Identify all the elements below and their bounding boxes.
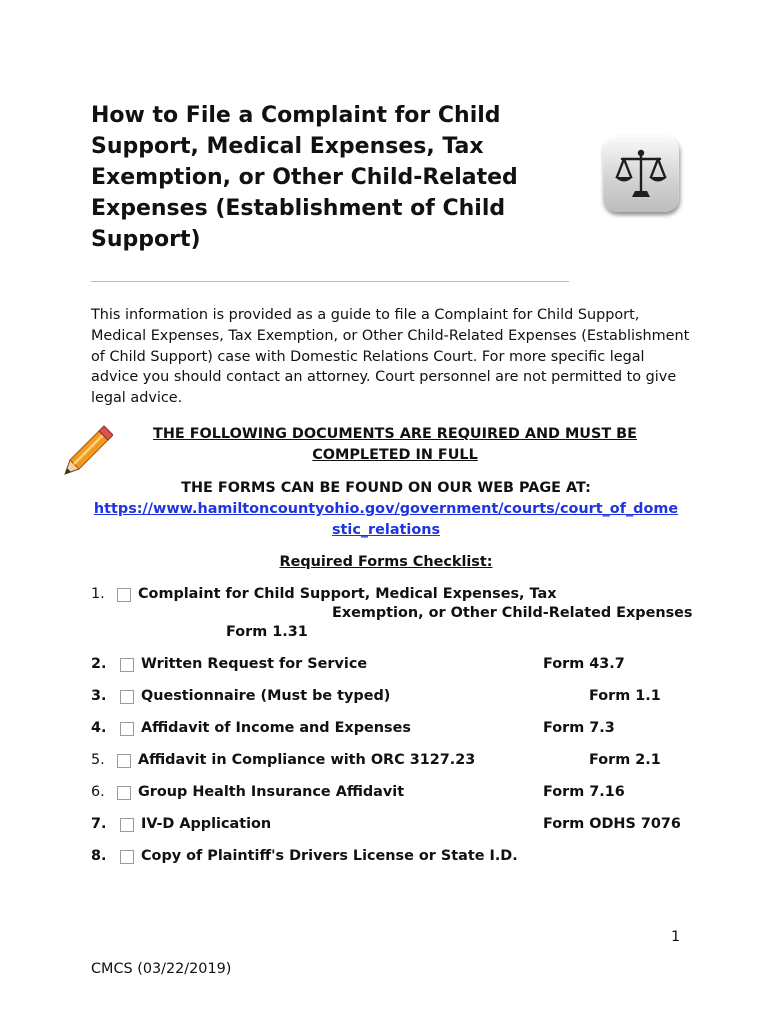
checklist-item-5 bbox=[0, 752, 770, 774]
checklist-label: Affidavit in Compliance with ORC 3127.23 bbox=[138, 752, 476, 768]
checklist-label: Group Health Insurance Affidavit bbox=[138, 784, 405, 800]
checklist-number: 3. bbox=[91, 688, 107, 704]
checklist-form-number: Form 7.3 bbox=[543, 720, 615, 736]
checklist-number: 1. bbox=[91, 586, 105, 602]
checklist-label: Affidavit of Income and Expenses bbox=[141, 720, 411, 736]
checklist-label: IV-D Application bbox=[141, 816, 272, 832]
checklist-number: 5. bbox=[91, 752, 105, 768]
checklist-label: Complaint for Child Support, Medical Expenses, Tax bbox=[138, 586, 557, 602]
forms-web-link[interactable]: https://www.hamiltoncountyohio.gov/government/courts/court_of_domestic_relations bbox=[93, 501, 679, 538]
checklist-form-number: Form 43.7 bbox=[543, 656, 625, 672]
checklist-checkbox[interactable] bbox=[117, 588, 131, 602]
intro-paragraph: This information is provided as a guide to file a Complaint for Child Support, Medical Expenses, Tax Exemption, or Other Child-Related Expenses (Establishment of Child Support) case with Domestic Relations Court. For more specific legal advice you should contact an attorney. Court personnel are not permitted to give legal advice. bbox=[91, 307, 690, 407]
checklist-item-7 bbox=[0, 816, 770, 838]
checklist-number: 6. bbox=[91, 784, 105, 800]
checklist-form-number: Form 7.16 bbox=[543, 784, 625, 800]
checklist-form-number: Form 1.1 bbox=[589, 688, 661, 704]
checklist-item-3 bbox=[0, 688, 770, 710]
checklist-number: 2. bbox=[91, 656, 107, 672]
checklist-item-4 bbox=[0, 720, 770, 742]
checklist-item-6 bbox=[0, 784, 770, 806]
checklist-form-number: Form 2.1 bbox=[589, 752, 661, 768]
checklist-number: 4. bbox=[91, 720, 107, 736]
footer-form-code: CMCS (03/22/2019) bbox=[91, 961, 232, 977]
checklist-form-number: Form ODHS 7076 bbox=[543, 816, 681, 832]
checklist-label-continued: Exemption, or Other Child-Related Expenses bbox=[332, 605, 693, 621]
pencil-icon bbox=[61, 424, 113, 482]
required-heading-line1: THE FOLLOWING DOCUMENTS ARE REQUIRED AND MUST BE bbox=[153, 426, 637, 442]
checklist-checkbox[interactable] bbox=[120, 722, 134, 736]
scales-of-justice-icon bbox=[603, 136, 679, 212]
title-divider bbox=[91, 281, 569, 282]
checklist-label: Copy of Plaintiff's Drivers License or State I.D. bbox=[141, 848, 518, 864]
checklist-item-2 bbox=[0, 656, 770, 678]
checklist-checkbox[interactable] bbox=[117, 786, 131, 800]
checklist-label: Written Request for Service bbox=[141, 656, 368, 672]
checklist-checkbox[interactable] bbox=[117, 754, 131, 768]
checklist-checkbox[interactable] bbox=[120, 818, 134, 832]
required-heading-line2: COMPLETED IN FULL bbox=[312, 447, 478, 463]
required-documents-heading bbox=[125, 424, 665, 466]
checklist-number: 7. bbox=[91, 816, 107, 832]
checklist-checkbox[interactable] bbox=[120, 850, 134, 864]
page-number: 1 bbox=[671, 929, 681, 945]
page-title: How to File a Complaint for Child Support, Medical Expenses, Tax Exemption, or Other Child-Related Expenses (Establishment of Child Support) bbox=[91, 103, 518, 252]
checklist-checkbox[interactable] bbox=[120, 658, 134, 672]
checklist-number: 8. bbox=[91, 848, 107, 864]
checklist-checkbox[interactable] bbox=[120, 690, 134, 704]
checklist-form-number: Form 1.31 bbox=[226, 624, 308, 640]
checklist-title: Required Forms Checklist: bbox=[279, 554, 493, 570]
checklist-label: Questionnaire (Must be typed) bbox=[141, 688, 391, 704]
forms-location-heading: THE FORMS CAN BE FOUND ON OUR WEB PAGE AT: bbox=[181, 480, 591, 496]
checklist-item-8 bbox=[0, 848, 770, 870]
